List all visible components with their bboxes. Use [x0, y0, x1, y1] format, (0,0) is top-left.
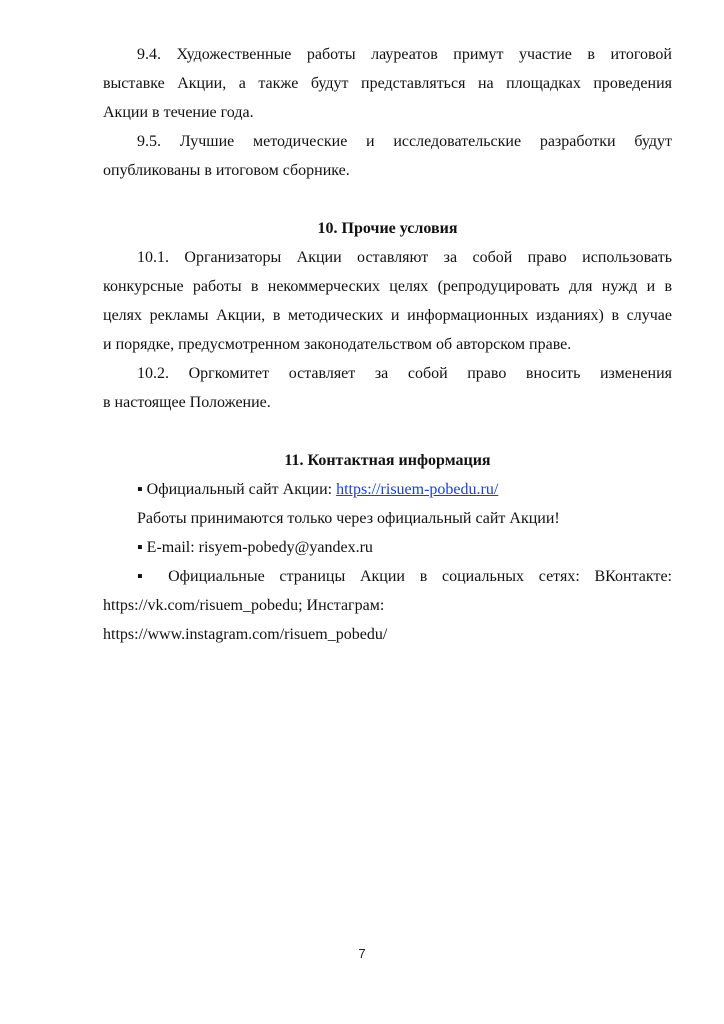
clause-10-2-line-1: 10.2. Оргкомитет оставляет за собой право вносить изменения: [137, 365, 672, 382]
clause-10-1-line-4: и порядке, предусмотренном законодательством об авторском праве.: [103, 336, 572, 353]
clause-10-1-line-1: 10.1. Организаторы Акции оставляют за собой право использовать: [137, 249, 672, 266]
clause-9-4-line-2: выставке Акции, а также будут представляться на площадках проведения: [103, 75, 672, 92]
page-number: 7: [358, 946, 366, 961]
contact-site-line: [103, 475, 672, 504]
spacer: [103, 417, 672, 446]
clause-9-5-line-2: опубликованы в итоговом сборнике.: [103, 162, 350, 179]
official-site-link[interactable]: https://risuem-pobedu.ru/: [336, 481, 499, 498]
contact-social-line-1: ▪ Официальные страницы Акции в социальных сетях: ВКонтакте:: [137, 568, 672, 585]
contact-social-line-2: https://vk.com/risuem_pobedu; Инстаграм:: [103, 597, 385, 614]
contact-email: ▪ E-mail: risyem-pobedy@yandex.ru: [137, 539, 373, 556]
section-10-heading: 10. Прочие условия: [317, 220, 458, 237]
clause-10-2-line-2: в настоящее Положение.: [103, 394, 271, 411]
works-note: Работы принимаются только через официальный сайт Акции!: [137, 510, 560, 527]
section-11-heading: 11. Контактная информация: [284, 452, 491, 469]
clause-9-5-line-1: 9.5. Лучшие методические и исследовательские разработки будут: [137, 133, 672, 150]
clause-10-1-line-3: целях рекламы Акции, в методических и информационных изданиях) в случае: [103, 307, 672, 324]
clause-10-1-line-2: конкурсные работы в некоммерческих целях (репродуцировать для нужд и в: [103, 278, 672, 295]
contact-site-label: ▪ Официальный сайт Акции:: [137, 481, 337, 498]
clause-9-4-line-1: 9.4. Художественные работы лауреатов примут участие в итоговой: [137, 46, 672, 63]
spacer: [103, 185, 672, 214]
contact-social-line-3: https://www.instagram.com/risuem_pobedu/: [103, 626, 388, 643]
page-content: [103, 40, 672, 649]
clause-9-4-line-3: Акции в течение года.: [103, 104, 254, 121]
